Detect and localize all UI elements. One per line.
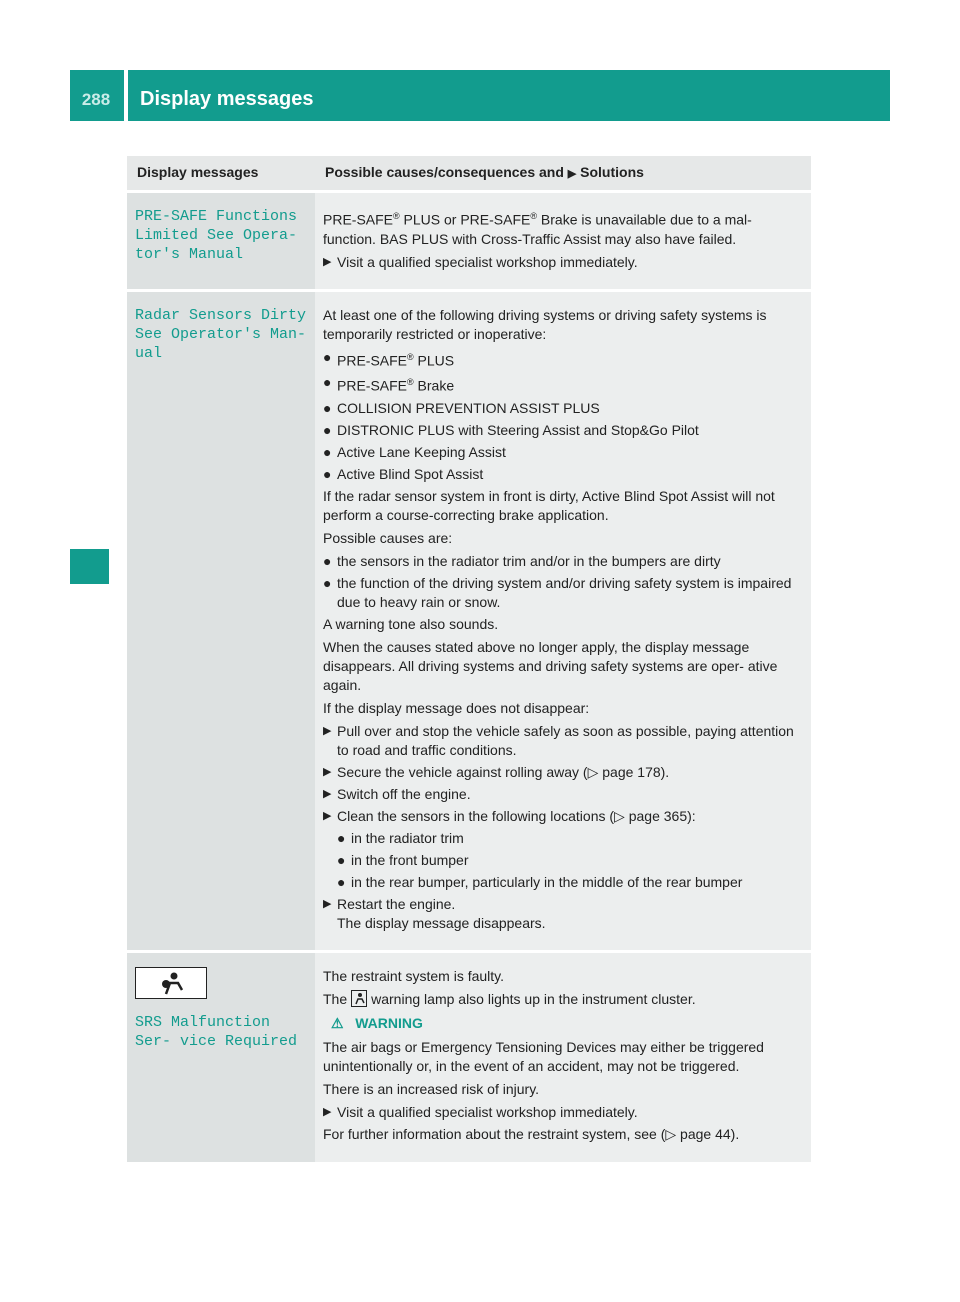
side-marker — [70, 549, 109, 584]
display-message: SRS Malfunction Ser‐ vice Required — [135, 1013, 298, 1050]
airbag-warning-icon — [135, 967, 207, 999]
sub-bullet-item: ● in the front bumper — [337, 851, 469, 868]
row-text: The warning lamp also lights up in the instrument cluster. — [323, 990, 696, 1007]
sub-bullet-item: ● in the radiator trim — [337, 829, 464, 846]
action-item: ▶ Secure the vehicle against rolling away (▷ page 178). — [323, 763, 670, 780]
row-text: The restraint system is faulty. — [323, 967, 505, 984]
row-text: At least one of the following driving systems or driving safety systems is temporarily restricted or inoperative: — [323, 306, 767, 342]
row-text: When the causes stated above no longer apply, the display message disappears. All driving systems and driving safety systems are oper- ative again. — [323, 638, 778, 693]
bullet-item: ● the function of the driving system and/or driving safety system is impaired due to heavy rain or snow. — [323, 574, 792, 610]
warning-icon: ⚠ — [331, 1014, 344, 1031]
page-link[interactable]: page 178). — [602, 763, 670, 780]
bullet-item: ● Active Lane Keeping Assist — [323, 443, 506, 460]
row-text: If the display message does not disappear: — [323, 699, 590, 716]
display-message: Radar Sensors Dirty See Operator's Man‐ ual — [135, 306, 307, 362]
row-text: For further information about the restraint system, see (▷ page 44). — [323, 1125, 740, 1142]
page-link[interactable]: page 365): — [628, 807, 696, 824]
arrow-icon: ▶ — [323, 255, 332, 268]
page-link[interactable]: page 44). — [680, 1125, 740, 1142]
warning-heading: ⚠ WARNING — [331, 1014, 423, 1031]
page-title: Display messages — [140, 88, 314, 110]
airbag-icon — [351, 990, 367, 1007]
header-col-2-prefix: Possible causes/consequences and — [325, 164, 564, 180]
table-row — [127, 953, 811, 1162]
row-text: Possible causes are: — [323, 529, 453, 546]
action-item: ▶ Visit a qualified specialist workshop immediately. — [323, 253, 638, 270]
table-row — [127, 292, 811, 950]
bullet-item: ● PRE-SAFE® Brake — [323, 374, 455, 394]
bullet-item: ● DISTRONIC PLUS with Steering Assist and Stop&Go Pilot — [323, 421, 699, 438]
row-text: The air bags or Emergency Tensioning Devices may either be triggered unintentionally or, in the event of an accident, may not be triggered. — [323, 1038, 764, 1074]
page-ref-icon: ▷ — [665, 1125, 677, 1142]
row-text: PRE-SAFE® PLUS or PRE-SAFE® Brake is unavailable due to a mal- function. BAS PLUS with Cross-Traffic Assist may also have failed. — [323, 211, 752, 247]
header-col-2-suffix: Solutions — [580, 164, 644, 180]
table-header — [127, 156, 811, 190]
action-item: ▶ Pull over and stop the vehicle safely as soon as possible, paying attention to road and traffic conditions. — [323, 722, 794, 758]
bullet-item: ● PRE-SAFE® PLUS — [323, 348, 455, 369]
header-col-1: Display messages — [127, 156, 315, 190]
action-item: ▶ Switch off the engine. — [323, 785, 471, 802]
row-text: If the radar sensor system in front is dirty, Active Blind Spot Assist will not perform a course-correcting brake application. — [323, 487, 775, 523]
sub-bullet-item: ● in the rear bumper, particularly in the middle of the rear bumper — [337, 873, 743, 890]
action-item: ▶ Restart the engine. The display message disappears. — [323, 895, 546, 931]
action-item: ▶ Clean the sensors in the following locations (▷ page 365): — [323, 807, 696, 824]
row-text: There is an increased risk of injury. — [323, 1080, 540, 1097]
page-ref-icon: ▷ — [587, 763, 599, 780]
arrow-icon: ▶ — [567, 168, 577, 180]
bullet-item: ● Active Blind Spot Assist — [323, 465, 484, 482]
action-item: ▶ Visit a qualified specialist workshop immediately. — [323, 1103, 638, 1120]
table-row — [127, 193, 811, 289]
page-number: 288 — [81, 90, 111, 109]
bullet-item: ● the sensors in the radiator trim and/or in the bumpers are dirty — [323, 552, 721, 569]
display-message: PRE-SAFE Functions Limited See Opera‐ tor's Manual — [135, 208, 298, 263]
header-col-2 — [315, 156, 811, 190]
header-divider — [124, 70, 128, 121]
page-ref-icon: ▷ — [614, 807, 625, 824]
bullet-item: ● COLLISION PREVENTION ASSIST PLUS — [323, 399, 600, 416]
messages-table — [127, 156, 811, 1162]
row-text: A warning tone also sounds. — [323, 615, 499, 632]
